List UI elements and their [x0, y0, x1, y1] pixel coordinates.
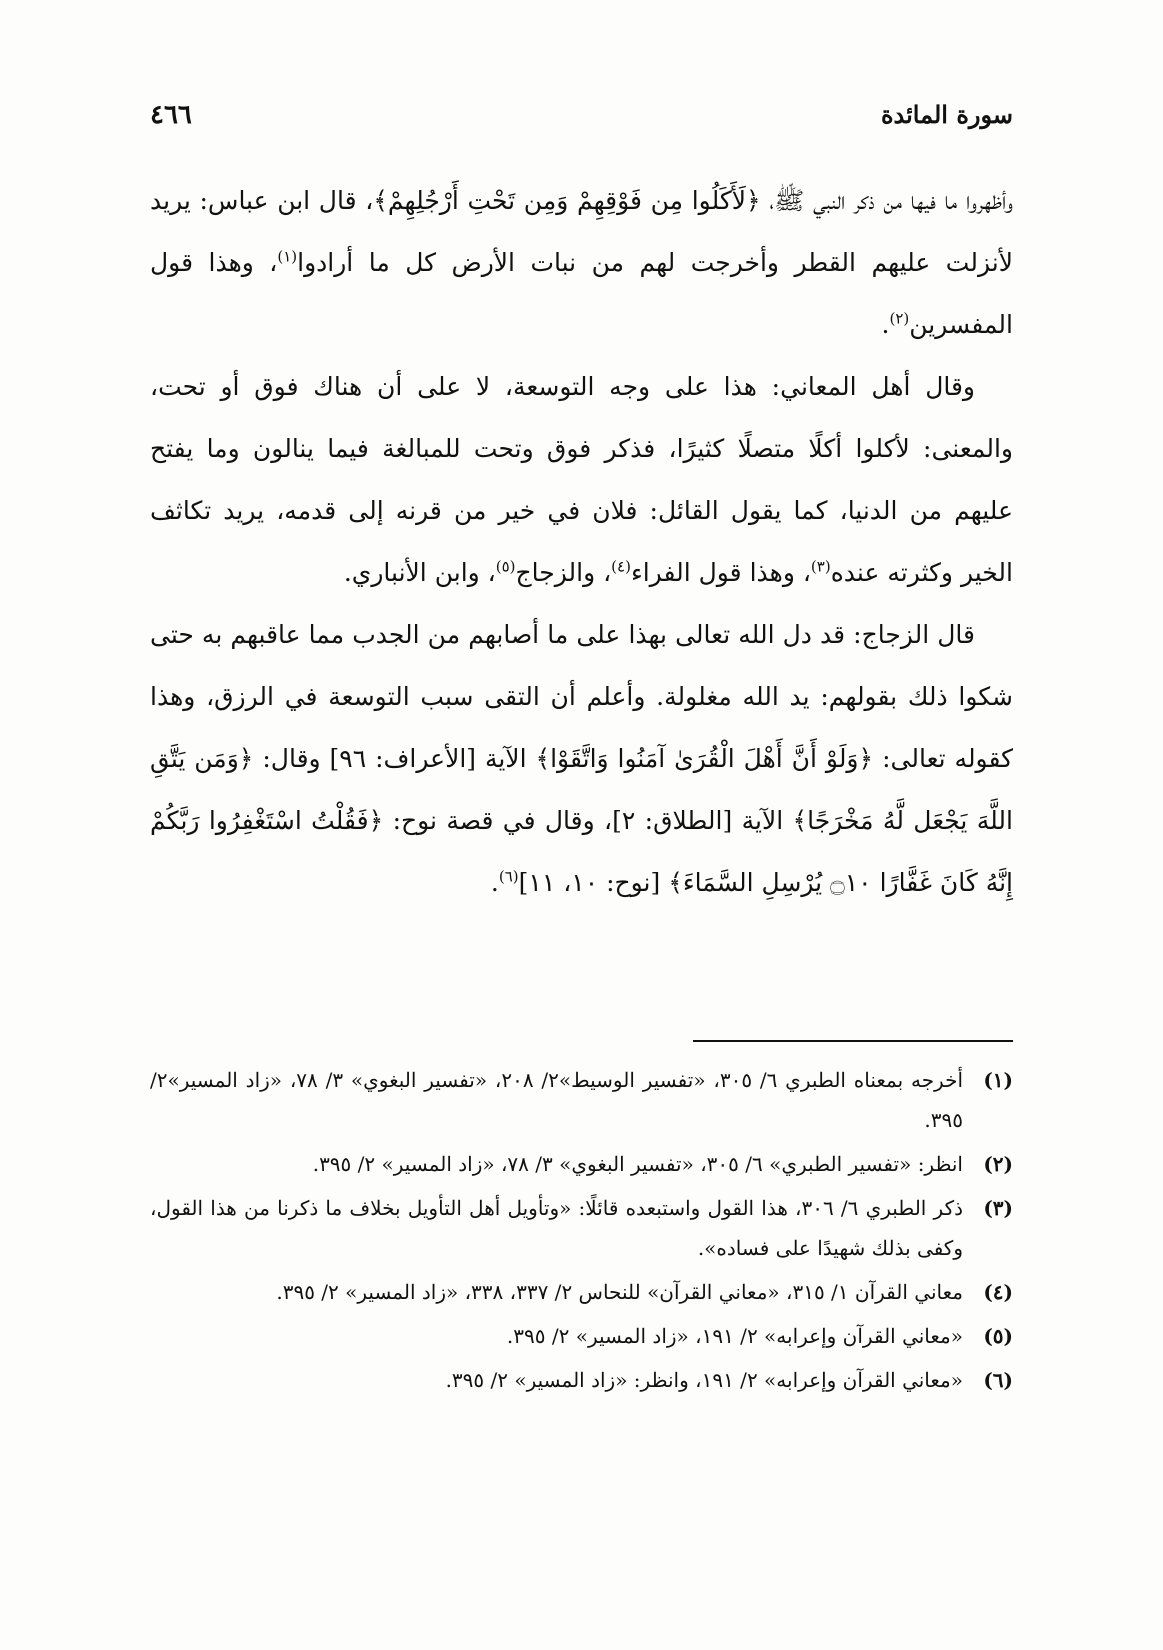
- footnote-ref-3[interactable]: (٣): [810, 557, 831, 576]
- text-segment: .: [490, 868, 499, 897]
- footnote-number: (٦): [983, 1368, 1013, 1392]
- footnote-number: (٥): [983, 1324, 1013, 1348]
- quran-quote: ﴿لَأَكَلُوا مِن فَوْقِهِمْ وَمِن تَحْتِ أَرْجُلِهِمْ﴾: [373, 186, 761, 215]
- text-segment: [نوح: ١٠، ١١]: [518, 868, 669, 897]
- text-segment: وأظهروا ما فيها من ذكر النبي ﷺ،: [760, 186, 1013, 215]
- footnote-text: ذكر الطبري ٦/ ٣٠٦، هذا القول واستبعده قائلًا: «وتأويل أهل التأويل بخلاف ما ذكرنا من هذا القول، وكفى بذلك شهيدًا على فساده».: [150, 1196, 963, 1260]
- footnote-number: (٤): [983, 1280, 1013, 1304]
- paragraph-1: [150, 170, 1013, 356]
- quran-quote: ﴿وَمَن يَتَّقِ اللَّهَ يَجْعَل لَّهُ مَخْرَجًا﴾: [150, 744, 1013, 835]
- text-segment: .: [881, 310, 890, 339]
- text-segment: ، وهذا قول المفسرين: [150, 248, 1013, 339]
- paragraph-3: [150, 604, 1013, 914]
- footnote-ref-2[interactable]: (٢): [889, 309, 910, 328]
- footnote-1: [150, 1060, 1013, 1140]
- text-segment: وقال أهل المعاني: هذا على وجه التوسعة، لا على أن هناك فوق أو تحت، والمعنى: لأكلوا أكلًا متصلًا كثيرًا، فذكر فوق وتحت للمبالغة فيما ينالون وما يفتح عليهم من الدنيا، كما يقول القائل: فلان في خير من قرنه إلى قدمه، يريد تكاثف الخير وكثرته عنده: [150, 372, 1013, 587]
- text-segment: ، والزجاج: [515, 558, 612, 587]
- ayah-number-ornament: ۝١٠: [830, 868, 872, 897]
- footnote-separator: [693, 1040, 1013, 1042]
- footnote-ref-1[interactable]: (١): [277, 247, 298, 266]
- text-segment: ، وابن الأنباري.: [343, 558, 496, 587]
- footnotes: [150, 1060, 1013, 1404]
- footnote-text: أخرجه بمعناه الطبري ٦/ ٣٠٥، «تفسير الوسيط»٢/ ٢٠٨، «تفسير البغوي» ٣/ ٧٨، «زاد المسير»٢/ ٣٩٥.: [150, 1068, 964, 1132]
- page-title: سورة المائدة: [880, 100, 1013, 129]
- quran-quote: يُرْسِلِ السَّمَاءَ﴾: [668, 868, 831, 897]
- footnote-number: (٢): [983, 1152, 1013, 1176]
- page-header: [150, 100, 1013, 150]
- page-number: ٤٦٦: [150, 100, 192, 130]
- footnote-2: [150, 1144, 1013, 1184]
- footnote-5: [150, 1316, 1013, 1356]
- footnote-text: معاني القرآن ١/ ٣١٥، «معاني القرآن» للنحاس ٢/ ٣٣٧، ٣٣٨، «زاد المسير» ٢/ ٣٩٥.: [276, 1280, 963, 1304]
- text-segment: الآية [الطلاق: ٢]، وقال في قصة نوح:: [383, 806, 793, 835]
- quran-quote: ﴿وَلَوْ أَنَّ أَهْلَ الْقُرَىٰ آمَنُوا وَاتَّقَوْا﴾: [535, 744, 874, 773]
- footnote-number: (١): [983, 1068, 1013, 1092]
- text-segment: قال الزجاج: قد دل الله تعالى بهذا على ما أصابهم من الجدب مما عاقبهم به حتى شكوا ذلك بقولهم: يد الله مغلولة. وأعلم أن التقى سبب التوسعة في الرزق، وهذا كقوله تعالى:: [150, 620, 1014, 773]
- footnote-text: «معاني القرآن وإعرابه» ٢/ ١٩١، «زاد المسير» ٢/ ٣٩٥.: [506, 1324, 963, 1348]
- footnote-ref-5[interactable]: (٥): [495, 557, 516, 576]
- footnote-text: انظر: «تفسير الطبري» ٦/ ٣٠٥، «تفسير البغوي» ٣/ ٧٨، «زاد المسير» ٢/ ٣٩٥.: [312, 1152, 963, 1176]
- footnote-ref-4[interactable]: (٤): [611, 557, 631, 576]
- footnote-number: (٣): [983, 1196, 1013, 1220]
- footnote-6: [150, 1360, 1013, 1400]
- quran-quote: ﴿فَقُلْتُ اسْتَغْفِرُوا رَبَّكُمْ إِنَّهُ كَانَ غَفَّارًا: [150, 806, 1013, 897]
- footnote-3: [150, 1188, 1013, 1268]
- paragraph-2: [150, 356, 1013, 604]
- text-segment: ، قال ابن عباس: يريد لأنزلت عليهم القطر وأخرجت لهم من نبات الأرض كل ما أرادوا: [150, 186, 1013, 277]
- footnote-4: [150, 1272, 1013, 1312]
- main-text: [150, 170, 1013, 914]
- footnote-text: «معاني القرآن وإعرابه» ٢/ ١٩١، وانظر: «زاد المسير» ٢/ ٣٩٥.: [445, 1368, 963, 1392]
- text-segment: ، وهذا قول الفراء: [630, 558, 811, 587]
- text-segment: الآية [الأعراف: ٩٦] وقال:: [253, 744, 536, 773]
- footnote-ref-6[interactable]: (٦): [498, 867, 519, 886]
